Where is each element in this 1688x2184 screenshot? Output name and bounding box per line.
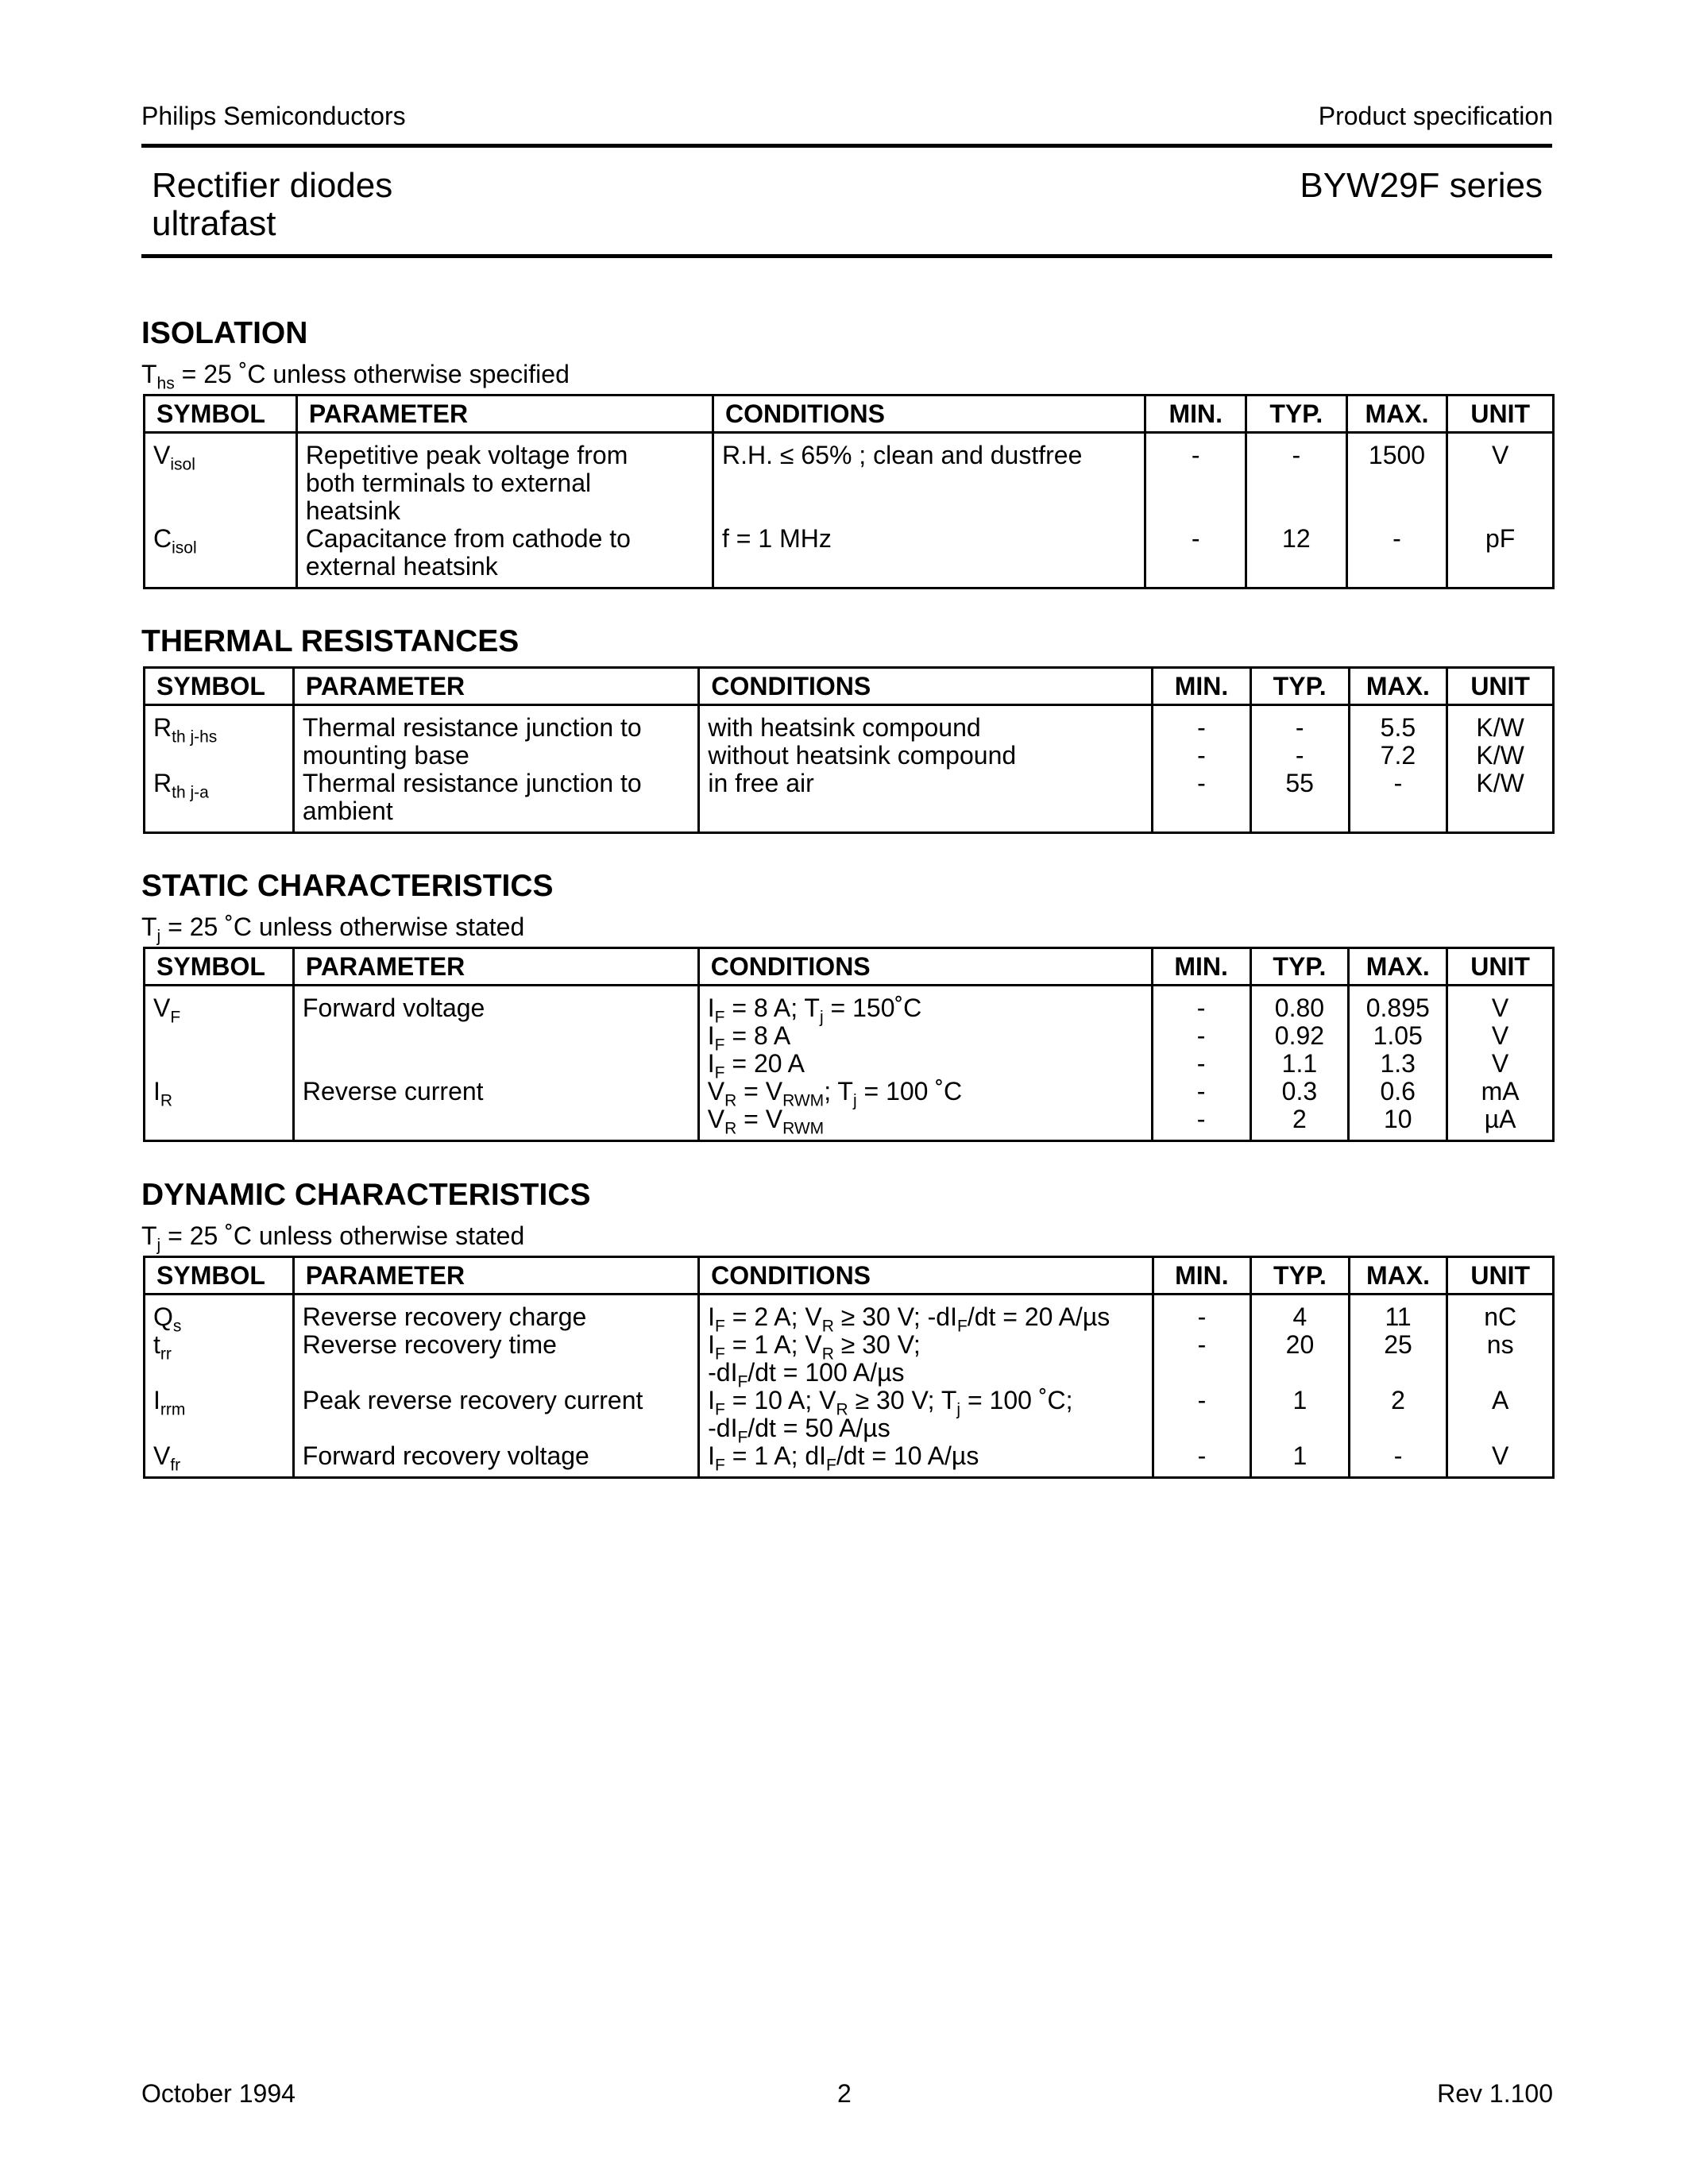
cell-symbol: $V_{isol}$ xyxy=(145,433,297,526)
col-min: MIN. xyxy=(1153,668,1251,705)
cell-conditions: in free air xyxy=(699,770,1153,833)
col-conditions: CONDITIONS xyxy=(698,948,1152,986)
cell-symbol: $R_{th j-hs}$ xyxy=(145,705,294,770)
cell-typ: 0.3 2 xyxy=(1250,1078,1349,1141)
cell-max: 5.5 7.2 xyxy=(1349,705,1447,770)
company-name: Philips Semiconductors xyxy=(141,102,406,130)
cell-max: - xyxy=(1346,525,1447,588)
cell-unit: A xyxy=(1447,1387,1554,1442)
table-header-row xyxy=(145,948,1554,986)
cell-min: - - xyxy=(1152,1078,1250,1141)
col-conditions: CONDITIONS xyxy=(699,668,1153,705)
cell-typ: 4 20 xyxy=(1251,1295,1350,1387)
table-row xyxy=(145,770,1554,833)
footer-revision: Rev 1.100 xyxy=(1437,2079,1553,2108)
col-parameter: PARAMETER xyxy=(293,1257,698,1295)
cell-min: - xyxy=(1153,1387,1251,1442)
cell-min: - xyxy=(1145,433,1246,526)
col-parameter: PARAMETER xyxy=(293,668,699,705)
footer-page-number: 2 xyxy=(837,2079,852,2108)
cell-unit: V xyxy=(1447,433,1554,526)
cell-typ: 1 xyxy=(1251,1387,1350,1442)
table-row xyxy=(145,1295,1554,1387)
cell-max: 2 xyxy=(1349,1387,1447,1442)
table-row xyxy=(145,433,1554,526)
col-conditions: CONDITIONS xyxy=(713,396,1145,433)
table-header-row xyxy=(145,668,1554,705)
col-max: MAX. xyxy=(1349,668,1447,705)
thermal-table xyxy=(143,666,1555,834)
cell-symbol: $V_{fr}$ xyxy=(145,1442,294,1478)
col-max: MAX. xyxy=(1349,948,1447,986)
cell-typ: - - xyxy=(1250,705,1349,770)
section-title-thermal: THERMAL RESISTANCES xyxy=(141,624,520,658)
section-title-static: STATIC CHARACTERISTICS xyxy=(141,869,554,903)
col-min: MIN. xyxy=(1145,396,1246,433)
cell-parameter: Thermal resistance junction to mounting base xyxy=(293,705,699,770)
header-rule-bottom xyxy=(141,254,1552,258)
cell-unit: pF xyxy=(1447,525,1554,588)
col-unit: UNIT xyxy=(1447,396,1554,433)
isolation-table xyxy=(143,394,1555,589)
col-parameter: PARAMETER xyxy=(293,948,698,986)
cell-min: - xyxy=(1145,525,1246,588)
col-unit: UNIT xyxy=(1447,668,1554,705)
section-title-isolation: ISOLATION xyxy=(141,316,308,350)
part-number: BYW29F series xyxy=(1300,166,1543,205)
cell-min: - - xyxy=(1153,705,1251,770)
col-unit: UNIT xyxy=(1447,1257,1554,1295)
col-min: MIN. xyxy=(1153,1257,1251,1295)
header-rule-top xyxy=(141,144,1552,148)
col-typ: TYP. xyxy=(1250,948,1349,986)
static-note: $T_j = 25$ ˚C unless otherwise stated xyxy=(141,913,525,946)
col-symbol: SYMBOL xyxy=(145,396,297,433)
dynamic-note: $T_j = 25$ ˚C unless otherwise stated xyxy=(141,1221,525,1255)
cell-parameter: Thermal resistance junction to ambient xyxy=(293,770,699,833)
cell-symbol: $I_{rrm}$ xyxy=(145,1387,294,1442)
cell-parameter: Capacitance from cathode to external heatsink xyxy=(296,525,713,588)
cell-typ: 12 xyxy=(1246,525,1347,588)
static-table xyxy=(143,947,1555,1142)
col-min: MIN. xyxy=(1152,948,1250,986)
cell-conditions: $V_R = V_{RWM}$; $T_j = 100$ ˚C $V_R = V_{RWM}$ xyxy=(698,1078,1152,1141)
cell-parameter: Reverse current xyxy=(293,1078,698,1141)
cell-symbol: $I_R$ xyxy=(145,1078,294,1141)
cell-max: - xyxy=(1349,1442,1447,1478)
col-symbol: SYMBOL xyxy=(145,1257,294,1295)
cell-conditions: $I_F = 2$ A; $V_R \ge 30$ V; $-dI_F/dt = 20$ A/µs $I_F = 1$ A; $V_R \ge 30$ V; $-dI_F/dt = 100$ A/µs xyxy=(699,1295,1153,1387)
cell-max: 0.6 10 xyxy=(1349,1078,1447,1141)
col-unit: UNIT xyxy=(1447,948,1554,986)
document-type: Product specification xyxy=(1318,102,1553,130)
cell-typ: 0.80 0.92 1.1 xyxy=(1250,986,1349,1078)
cell-unit: K/W K/W xyxy=(1447,705,1554,770)
cell-conditions: f = 1 MHz xyxy=(713,525,1145,588)
col-typ: TYP. xyxy=(1246,396,1347,433)
cell-unit: K/W xyxy=(1447,770,1554,833)
title-line-2: ultrafast xyxy=(152,204,276,243)
cell-conditions: R.H. ≤ 65% ; clean and dustfree xyxy=(713,433,1145,526)
cell-unit: V V V xyxy=(1447,986,1554,1078)
isolation-note: $T_{hs} = 25$ ˚C unless otherwise specified xyxy=(141,360,570,393)
table-row xyxy=(145,1078,1554,1141)
cell-min: - xyxy=(1153,770,1251,833)
cell-parameter: Repetitive peak voltage from both terminals to external heatsink xyxy=(296,433,713,526)
cell-max: 1500 xyxy=(1346,433,1447,526)
dynamic-table xyxy=(143,1256,1555,1479)
cell-symbol: $C_{isol}$ xyxy=(145,525,297,588)
cell-min: - - - xyxy=(1152,986,1250,1078)
cell-parameter: Reverse recovery charge Reverse recovery time xyxy=(293,1295,698,1387)
table-row xyxy=(145,705,1554,770)
cell-parameter: Forward recovery voltage xyxy=(293,1442,698,1478)
col-conditions: CONDITIONS xyxy=(699,1257,1153,1295)
cell-typ: 55 xyxy=(1250,770,1349,833)
cell-unit: V xyxy=(1447,1442,1554,1478)
cell-max: 11 25 xyxy=(1349,1295,1447,1387)
table-header-row xyxy=(145,396,1554,433)
table-row xyxy=(145,525,1554,588)
col-max: MAX. xyxy=(1349,1257,1447,1295)
cell-max: 0.895 1.05 1.3 xyxy=(1349,986,1447,1078)
cell-parameter: Forward voltage xyxy=(293,986,698,1078)
cell-typ: 1 xyxy=(1251,1442,1350,1478)
cell-conditions: $I_F = 8$ A; $T_j$ = 150˚C $I_F = 8$ A $I_F = 20$ A xyxy=(698,986,1152,1078)
cell-symbol: $Q_s$ $t_{rr}$ xyxy=(145,1295,294,1387)
col-symbol: SYMBOL xyxy=(145,948,294,986)
col-symbol: SYMBOL xyxy=(145,668,294,705)
cell-conditions: $I_F = 1$ A; $dI_F/dt = 10$ A/µs xyxy=(699,1442,1153,1478)
col-max: MAX. xyxy=(1346,396,1447,433)
cell-symbol: $V_F$ xyxy=(145,986,294,1078)
table-row xyxy=(145,1442,1554,1478)
cell-min: - xyxy=(1153,1442,1251,1478)
cell-conditions: with heatsink compound without heatsink compound xyxy=(699,705,1153,770)
title-line-1: Rectifier diodes xyxy=(152,166,393,205)
cell-min: - - xyxy=(1153,1295,1251,1387)
cell-unit: nC ns xyxy=(1447,1295,1554,1387)
cell-unit: mA µA xyxy=(1447,1078,1554,1141)
section-title-dynamic: DYNAMIC CHARACTERISTICS xyxy=(141,1178,591,1212)
table-header-row xyxy=(145,1257,1554,1295)
footer-date: October 1994 xyxy=(141,2079,295,2108)
cell-typ: - xyxy=(1246,433,1347,526)
cell-symbol: $R_{th j-a}$ xyxy=(145,770,294,833)
table-row xyxy=(145,986,1554,1078)
cell-max: - xyxy=(1349,770,1447,833)
cell-parameter: Peak reverse recovery current xyxy=(293,1387,698,1442)
col-typ: TYP. xyxy=(1251,1257,1350,1295)
col-parameter: PARAMETER xyxy=(296,396,713,433)
table-row xyxy=(145,1387,1554,1442)
col-typ: TYP. xyxy=(1250,668,1349,705)
cell-conditions: $I_F = 10$ A; $V_R \ge 30$ V; $T_j = 100$ ˚C; $-dI_F/dt = 50$ A/µs xyxy=(699,1387,1153,1442)
